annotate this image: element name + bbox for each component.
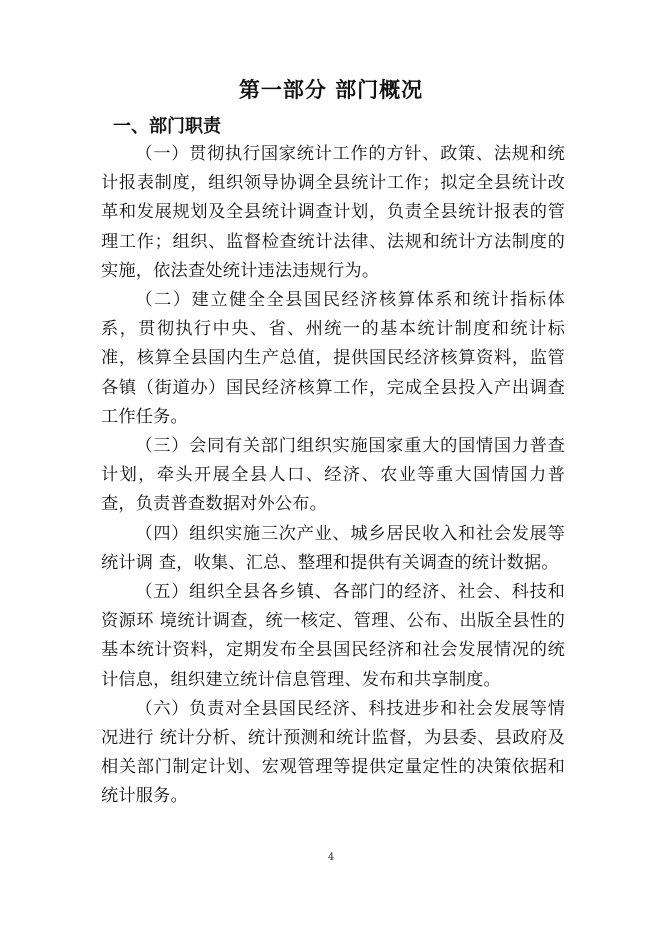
section-heading: 一、部门职责 — [113, 116, 221, 137]
paragraph-duty-5: （五）组织全县各乡镇、各部门的经济、社会、科技和资源环 境统计调查，统一核定、管理、公布、出版全县性的基本统计资料，定期发布全县国民经济和社会发展情况的统计信息，组织建立统计信息管理、发布和共享制度。 — [101, 582, 565, 690]
paragraph-duty-3: （三）会同有关部门组织实施国家重大的国情国力普查计划，牵头开展全县人口、经济、农业等重大国情国力普查，负责普查数据对外公布。 — [101, 436, 565, 515]
page-title: 第一部分 部门概况 — [238, 78, 424, 102]
paragraph-duty-4: （四）组织实施三次产业、城乡居民收入和社会发展等统计调 查，收集、汇总、整理和提供有关调查的统计数据。 — [101, 523, 565, 573]
body-text — [101, 140, 565, 812]
paragraph-duty-6: （六）负责对全县国民经济、科技进步和社会发展等情况进行 统计分析、统计预测和统计监督，为县委、县政府及相关部门制定计划、宏观管理等提供定量定性的决策依据和统计服务。 — [101, 698, 565, 807]
paragraph-duty-2: （二）建立健全全县国民经济核算体系和统计指标体系，贯彻执行中央、省、州统一的基本统计制度和统计标准，核算全县国内生产总值，提供国民经济核算资料，监管各镇（街道办）国民经济核算工作，完成全县投入产出调查工作任务。 — [101, 290, 565, 427]
page-number: 4 — [327, 852, 335, 863]
paragraph-duty-1: （一）贯彻执行国家统计工作的方针、政策、法规和统计报表制度，组织领导协调全县统计工作；拟定全县统计改革和发展规划及全县统计调查计划，负责全县统计报表的管理工作；组织、监督检查统计法律、法规和统计方法制度的实施，依法查处统计违法违规行为。 — [101, 144, 565, 281]
